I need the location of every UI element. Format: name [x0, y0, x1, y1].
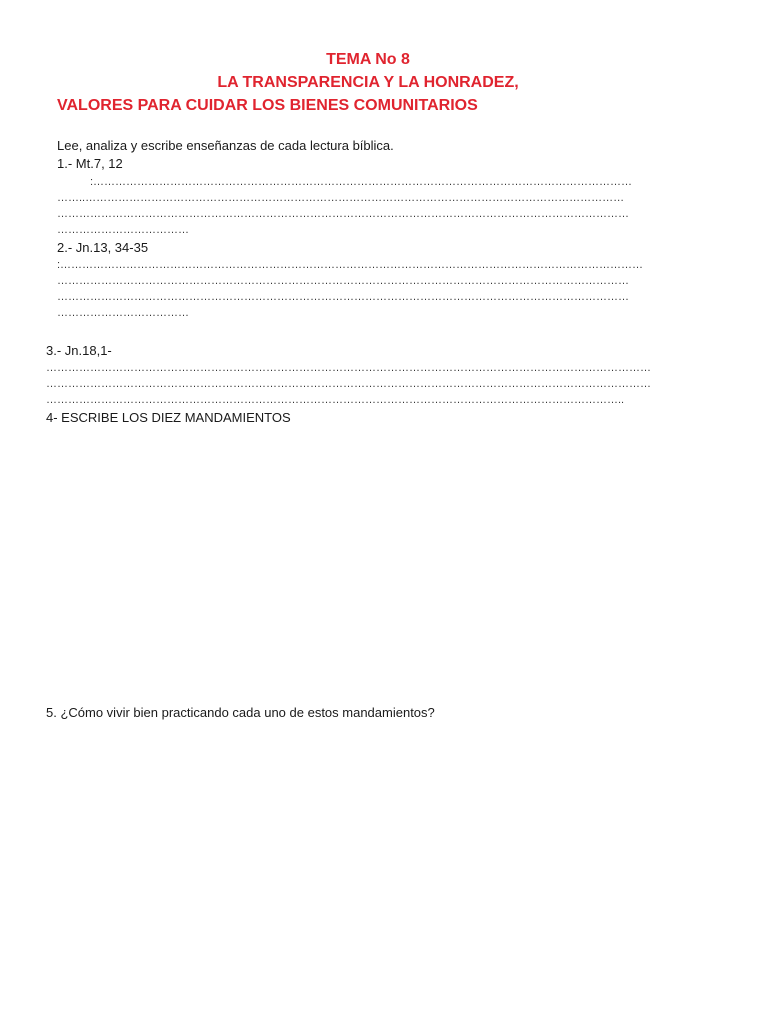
- answer-line[interactable]: :……………………………………………………………………………………………………………………………………………: [57, 259, 644, 271]
- answer-line[interactable]: :…………………………………………………………………………………………………………………………………: [90, 176, 633, 188]
- answer-line[interactable]: ………………………………: [57, 224, 189, 236]
- instructions-text: Lee, analiza y escribe enseñanzas de cada lectura bíblica.: [57, 138, 394, 153]
- section-1-label: 1.- Mt.7, 12: [57, 156, 123, 171]
- page-subtitle: VALORES PARA CUIDAR LOS BIENES COMUNITARIOS: [57, 97, 478, 114]
- answer-line[interactable]: ………………………………: [57, 307, 189, 319]
- page-title-main: LA TRANSPARENCIA Y LA HONRADEZ,: [217, 74, 519, 91]
- answer-line[interactable]: …………………………………………………………………………………………………………………………………………: [57, 208, 629, 220]
- section-4-label: 4- ESCRIBE LOS DIEZ MANDAMIENTOS: [46, 410, 291, 425]
- answer-line[interactable]: …………………………………………………………………………………………………………………………………………………: [46, 362, 651, 374]
- answer-line[interactable]: …………………………………………………………………………………………………………………………………………………: [46, 378, 651, 390]
- answer-line[interactable]: …………………………………………………………………………………………………………………………………………..: [46, 394, 625, 406]
- answer-line[interactable]: ……..…………………………………………………………………………………………………………………………………: [57, 192, 625, 204]
- answer-line[interactable]: …………………………………………………………………………………………………………………………………………: [57, 291, 629, 303]
- section-5-label: 5. ¿Cómo vivir bien practicando cada uno de estos mandamientos?: [46, 705, 435, 720]
- section-2-label: 2.- Jn.13, 34-35: [57, 240, 149, 255]
- page-title-tema: TEMA No 8: [326, 51, 410, 68]
- section-3-label: 3.- Jn.18,1-: [46, 343, 112, 358]
- answer-line[interactable]: …………………………………………………………………………………………………………………………………………: [57, 275, 629, 287]
